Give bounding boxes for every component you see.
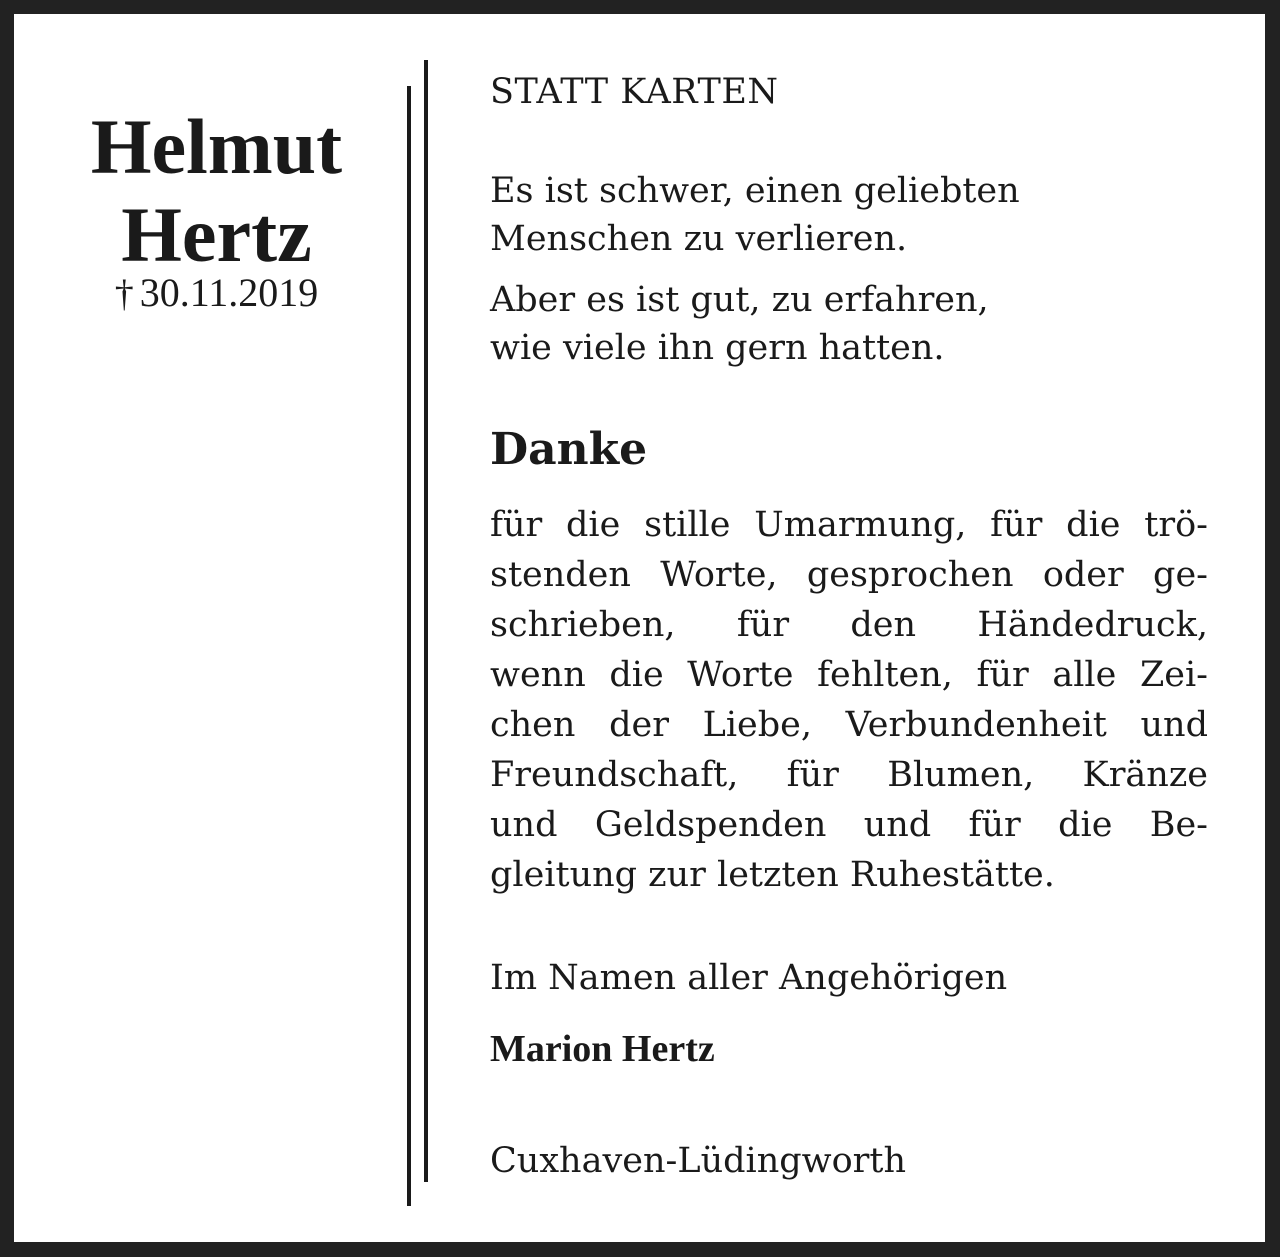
- thanks-body-line: schrieben, für den Händedruck,: [490, 605, 1208, 645]
- thanks-heading: Danke: [490, 424, 648, 475]
- signature-intro: Im Namen aller Angehörigen: [490, 958, 1008, 998]
- divider-rule-left: [407, 86, 411, 1206]
- death-date: 30.11.2019: [139, 270, 319, 315]
- signature-name: Marion Hertz: [490, 1028, 715, 1070]
- quote-line: wie viele ihn gern hatten.: [490, 328, 945, 368]
- place: Cuxhaven-Lüdingworth: [490, 1141, 907, 1181]
- quote-line: Menschen zu verlieren.: [490, 219, 908, 259]
- deceased-last-name: Hertz: [121, 191, 312, 278]
- cross-icon: †: [114, 273, 134, 315]
- thanks-body-line: stenden Worte, gesprochen oder ge-: [490, 555, 1208, 595]
- thanks-body-line: chen der Liebe, Verbundenheit und: [490, 705, 1208, 745]
- thanks-body-line: wenn die Worte fehlten, für alle Zei-: [490, 655, 1208, 695]
- death-date-line: [14, 269, 419, 318]
- thanks-body-line: gleitung zur letzten Ruhestätte.: [490, 855, 1055, 895]
- deceased-first-name: Helmut: [90, 103, 343, 190]
- quote-line: Es ist schwer, einen geliebten: [490, 171, 1020, 211]
- quote-line: Aber es ist gut, zu erfahren,: [490, 280, 989, 320]
- obituary-notice: [14, 14, 1265, 1242]
- thanks-body-line: Freundschaft, für Blumen, Kränze: [490, 755, 1208, 795]
- thanks-body-line: für die stille Umarmung, für die trö-: [490, 505, 1208, 545]
- thanks-body-line: und Geldspenden und für die Be-: [490, 805, 1208, 845]
- statt-karten-header: STATT KARTEN: [490, 72, 779, 112]
- divider-rule-right: [424, 60, 428, 1182]
- thanks-body: [490, 500, 1208, 900]
